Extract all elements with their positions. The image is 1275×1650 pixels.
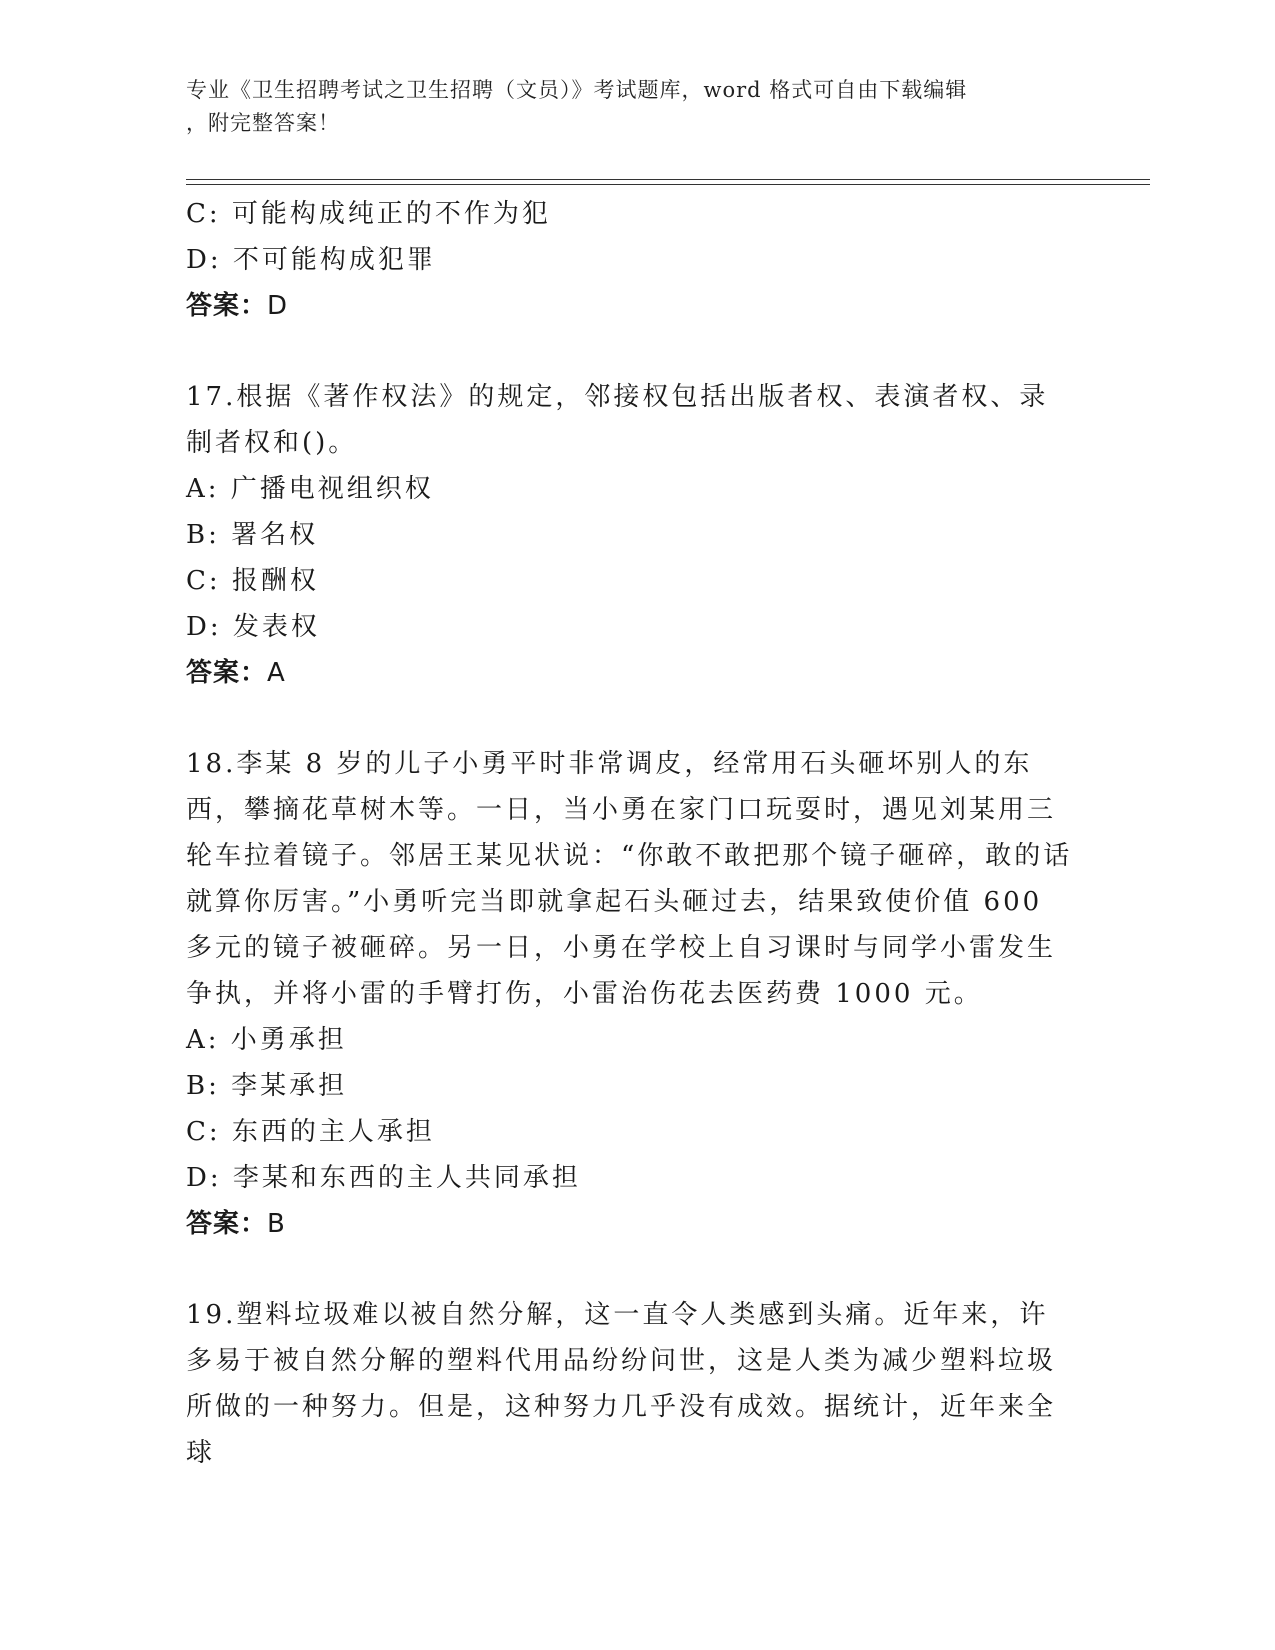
answer-line xyxy=(186,283,1086,329)
header-divider xyxy=(186,179,1150,180)
answer-value: A xyxy=(267,658,286,688)
option-d: D: 发表权 xyxy=(186,612,320,642)
question-stem: 18.李某 8 岁的儿子小勇平时非常调皮，经常用石头砸坏别人的东西，攀摘花草树木等。一日，当小勇在家门口玩耍时，遇见刘某用三轮车拉着镜子。邻居王某见状说：“你敢不敢把那个镜子砸碎，敢的话就算你厉害。”小勇听完当即就拿起石头砸过去，结果致使价值 600 多元的镜子被砸碎。另一日，小勇在学校上自习课时与同学小雷发生争执，并将小雷的手臂打伤，小雷治伤花去医药费 1000 元。 xyxy=(186,749,1073,1009)
answer-value: B xyxy=(267,1209,286,1239)
option-b: B: 李某承担 xyxy=(186,1071,348,1101)
question-stem: 17.根据《著作权法》的规定，邻接权包括出版者权、表演者权、录制者权和()。 xyxy=(186,382,1049,458)
answer-label: 答案： xyxy=(186,658,268,688)
option-a: A: 小勇承担 xyxy=(186,1025,347,1055)
question-19 xyxy=(186,1292,1086,1476)
option-d: D: 李某和东西的主人共同承担 xyxy=(186,1163,581,1193)
answer-line xyxy=(186,650,1086,696)
option-c: C: 可能构成纯正的不作为犯 xyxy=(186,199,551,229)
option-b: B: 署名权 xyxy=(186,520,319,550)
header-divider-second xyxy=(186,184,1150,185)
header-line-2: ，附完整答案！ xyxy=(186,111,340,135)
option-a: A: 广播电视组织权 xyxy=(186,474,434,504)
answer-line xyxy=(186,1201,1086,1247)
question-17 xyxy=(186,374,1086,696)
question-stem: 19.塑料垃圾难以被自然分解，这一直令人类感到头痛。近年来，许多易于被自然分解的塑料代用品纷纷问世，这是人类为减少塑料垃圾所做的一种努力。但是，这种努力几乎没有成效。据统计，近年来全球 xyxy=(186,1300,1057,1468)
option-d: D: 不可能构成犯罪 xyxy=(186,245,436,275)
question-16 xyxy=(186,191,1086,329)
answer-label: 答案： xyxy=(186,291,268,321)
answer-label: 答案： xyxy=(186,1209,268,1239)
option-c: C: 东西的主人承担 xyxy=(186,1117,435,1147)
answer-value: D xyxy=(267,291,289,321)
option-c: C: 报酬权 xyxy=(186,566,319,596)
document-body xyxy=(186,191,1086,1476)
page-header xyxy=(186,74,1086,140)
question-18 xyxy=(186,741,1086,1247)
header-line-1: 专业《卫生招聘考试之卫生招聘（文员）》考试题库，word 格式可自由下载编辑 xyxy=(186,78,968,102)
